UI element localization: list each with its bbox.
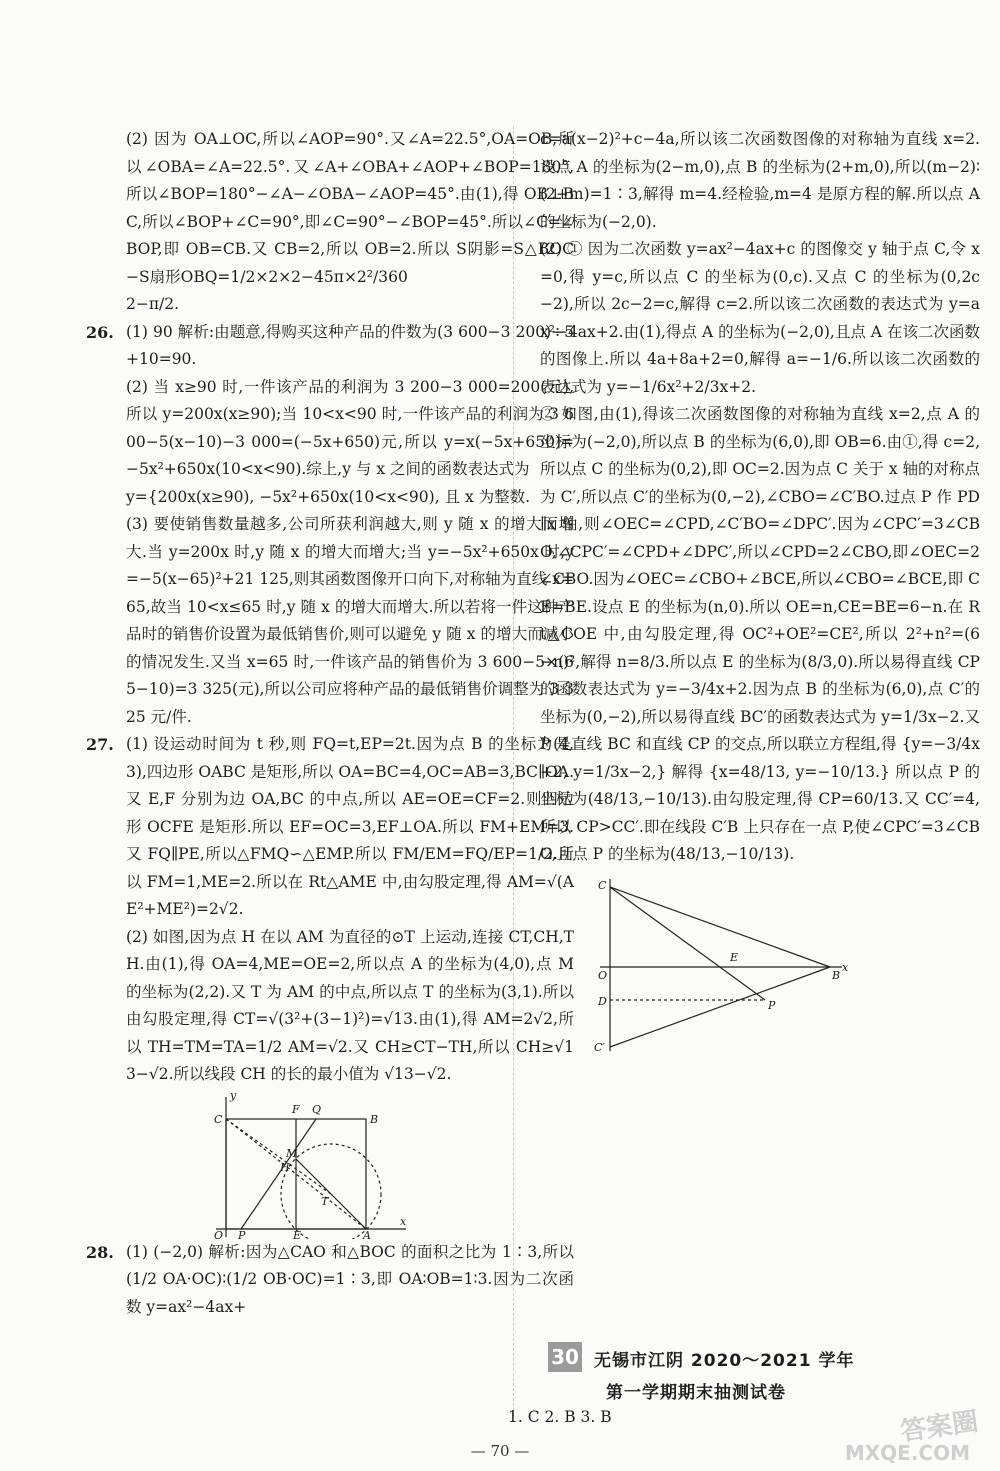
fig-label: C′ xyxy=(594,1040,605,1054)
q27-part2: (2) 如图,因为点 H 在以 AM 为直径的⊙T 上运动,连接 CT,CH,TH.由(1),得 OA=4,ME=OE=2,所以点 A 的坐标为(4,0),点 M 的坐标为(2,2).又 T 为 AM 的中点,所以点 T 的坐标为(3,1).所以由勾股定理,得 CT=√(3²+(3−1)²)=√13.由(1),得 AM=2√2,所以 TH=TM=TA=1/2 AM=√2.又 CH≥CT−TH,所以 CH≥√13−√2.所以线段 CH 的长的最小值为 √13−√2. xyxy=(126,927,574,1083)
right-column xyxy=(540,126,980,1055)
section-number-badge: 30 xyxy=(548,1342,582,1372)
fig-label: Q xyxy=(312,1102,322,1116)
question-number: 28. xyxy=(86,1242,114,1262)
watermark-logo: 答案圈 xyxy=(898,1406,981,1448)
question-27 xyxy=(86,731,574,1089)
fig-label: E xyxy=(730,950,739,964)
fig-label: x xyxy=(400,1214,407,1228)
question-26 xyxy=(86,319,574,732)
segment-ct xyxy=(226,1119,331,1194)
fig-label: B xyxy=(370,1112,379,1126)
left-column xyxy=(86,126,574,1321)
fig-label: C xyxy=(598,878,607,892)
question-number: 26. xyxy=(86,322,114,342)
page-number: — 70 — xyxy=(470,1442,530,1460)
fig-label: O xyxy=(214,1228,224,1239)
fig-label: H xyxy=(280,1160,290,1174)
fig-label: y xyxy=(230,1088,237,1102)
q28-part2-b: ② 如图,由(1),得该二次函数图像的对称轴为直线 x=2,点 A 的坐标为(−2,0),所以点 B 的坐标为(6,0),即 OB=6.由①,得 c=2,所以点 C 的坐标为(0,2),即 OC=2.因为点 C 关于 x 轴的对称点为 C′,所以点 C′的坐标为(0,−2),∠CBO=∠C′BO.过点 P 作 PD∥x 轴,则∠OEC=∠CPD,∠C′BO=∠DPC′.因为∠CPC′=3∠CBO,∠CPC′=∠CPD+∠DPC′,所以∠CPD=2∠CBO,即∠OEC=2∠CBO.因为∠OEC=∠CBO+∠BCE,所以∠CBO=∠BCE,即 CE=BE.设点 E 的坐标为(n,0).所以 OE=n,CE=BE=6−n.在 Rt△COE 中,由勾股定理,得 OC²+OE²=CE²,所以 2²+n²=(6−n)²,解得 n=8/3.所以点 E 的坐标为(8/3,0).所以易得直线 CP 的函数表达式为 y=−3/4x+2.因为点 B 的坐标为(6,0),点 C′的坐标为(0,−2),所以易得直线 BC′的函数表达式为 y=1/3x−2.又 P 是直线 BC 和直线 CP 的交点,所以联立方程组,得 {y=−3/4x+2, y=1/3x−2,} 解得 {x=48/13, y=−10/13.} 所以点 P 的坐标为(48/13,−10/13).由勾股定理,得 CP=60/13.又 CC′=4,所以 CP>CC′.即在线段 C′B 上只存在一点 P,使∠CPC′=3∠CBO,且点 P 的坐标为(48/13,−10/13). xyxy=(540,405,981,863)
segment-cp xyxy=(610,887,765,1000)
segment-cb xyxy=(610,887,830,967)
fig-label: O xyxy=(598,968,608,982)
section-title-line1: 无锡市江阴 2020～2021 学年 xyxy=(594,1351,855,1371)
fig-label: D xyxy=(598,994,607,1008)
q28-part2-a: (2) ① 因为二次函数 y=ax²−4ax+c 的图像交 y 轴于点 C,令 x=0,得 y=c,所以点 C 的坐标为(0,c).又点 C 的坐标为(0,2c−2),所以 2c−2=c,解得 c=2.所以该二次函数的表达式为 y=ax²−4ax+2.由(1),得点 A 的坐标为(−2,0),且点 A 在该二次函数的图像上.所以 4a+8a+2=0,解得 a=−1/6.所以该二次函数的表达式为 y=−1/6x²+2/3x+2. xyxy=(540,240,980,396)
fig-label: P xyxy=(238,1228,246,1239)
watermark-url: MXQE.COM xyxy=(844,1441,970,1465)
figure-q28 xyxy=(580,875,850,1055)
section-title-line2: 第一学期期末抽测试卷 xyxy=(606,1383,786,1403)
figure-q27 xyxy=(196,1089,416,1239)
fig-label: C xyxy=(214,1112,223,1126)
q26-part3: (3) 要使销售数量越多,公司所获利润越大,则 y 随 x 的增大而增大.当 y=200x 时,y 随 x 的增大而增大;当 y=−5x²+650x 时,y=−5(x−65)²+21 125,则其函数图像开口向下,对称轴为直线 x=65,故当 10<x≤65 时,y 随 x 的增大而增大.所以若将一件这种产品时的销售价设置为最低销售价,则可以避免 y 随 x 的增大而减小的情况发生.又当 x=65 时,一件该产品的销售价为 3 600−5×(65−10)=3 325(元),所以公司应将种产品的最低销售价调整为 3 325 元/件. xyxy=(126,515,574,726)
fig-label: E xyxy=(293,1228,302,1239)
fig-label: F xyxy=(292,1102,300,1116)
question-number: 27. xyxy=(86,735,114,754)
quick-answers: 1. C 2. B 3. B xyxy=(508,1408,612,1426)
segment-pq xyxy=(241,1119,316,1229)
q26-part1: (1) 90 解析:由题意,得购买这种产品的件数为(3 600−3 200)÷5+10=90. xyxy=(126,322,574,368)
fig-label: M xyxy=(286,1146,298,1160)
fig-label: A xyxy=(363,1228,371,1239)
segment-c-prime-b xyxy=(610,967,830,1047)
q26-piecewise: y={200x(x≥90), −5x²+650x(10<x<90), 且 x 为整数. xyxy=(126,487,531,506)
q25-part2-text: (2) 因为 OA⊥OC,所以∠AOP=90°.又∠A=22.5°,OA=OB,所以∠OBA=∠A=22.5°.又∠A+∠OBA+∠AOP+∠BOP=180°,所以∠BOP=180°−∠A−∠OBA−∠AOP=45°.由(1),得 OB⊥BC,所以∠BOP+∠C=90°,即∠C=90°−∠BOP=45°.所以∠C=∠BOP,即 OB=CB.又 CB=2,所以 OB=2.所以 S阴影=S△BOC−S扇形OBQ=1/2×2×2−45π×2²/360 xyxy=(126,130,574,286)
segment-ma xyxy=(296,1159,366,1229)
q25-result: 2−π/2. xyxy=(126,295,180,313)
fig-label: B xyxy=(832,968,841,982)
question-28 xyxy=(86,1239,574,1322)
fig-label: x xyxy=(842,960,849,974)
q26-part2: (2) 当 x≥90 时,一件该产品的利润为 3 200−3 000=200(元),所以 y=200x(x≥90);当 10<x<90 时,一件该产品的利润为 3 600−5(x−10)−3 000=(−5x+650)元,所以 y=x(−5x+650)=−5x²+650x(10<x<90).综上,y 与 x 之间的函数表达式为 xyxy=(126,377,574,478)
q28-part1: (1) (−2,0) 解析:因为△CAO 和△BOC 的面积之比为 1∶3,所以(1/2 OA·OC)∶(1/2 OB·OC)=1∶3,即 OA∶OB=1∶3.因为二次函数 y=ax²−4ax+ xyxy=(126,1242,574,1316)
fig-label: T xyxy=(321,1194,329,1208)
q28-continued: c=a(x−2)²+c−4a,所以该二次函数图像的对称轴为直线 x=2.设点 A 的坐标为(2−m,0),点 B 的坐标为(2+m,0),所以(m−2)∶(2+m)=1∶3,解得 m=4.经检验,m=4 是原方程的解.所以点 A 的坐标为(−2,0). xyxy=(540,130,980,231)
q27-part1: (1) 设运动时间为 t 秒,则 FQ=t,EP=2t.因为点 B 的坐标为(4,3),四边形 OABC 是矩形,所以 OA=BC=4,OC=AB=3,BC∥OA.又 E,F 分别为边 OA,BC 的中点,所以 AE=OE=CF=2.则四边形 OCFE 是矩形.所以 EF=OC=3,EF⊥OA.所以 FM+EM=3.又 FQ∥PE,所以△FMQ∽△EMP.所以 FM/EM=FQ/EP=1/2.所以 FM=1,ME=2.所以在 Rt△AME 中,由勾股定理,得 AM=√(AE²+ME²)=2√2. xyxy=(126,735,574,918)
fig-label: P xyxy=(768,998,776,1012)
